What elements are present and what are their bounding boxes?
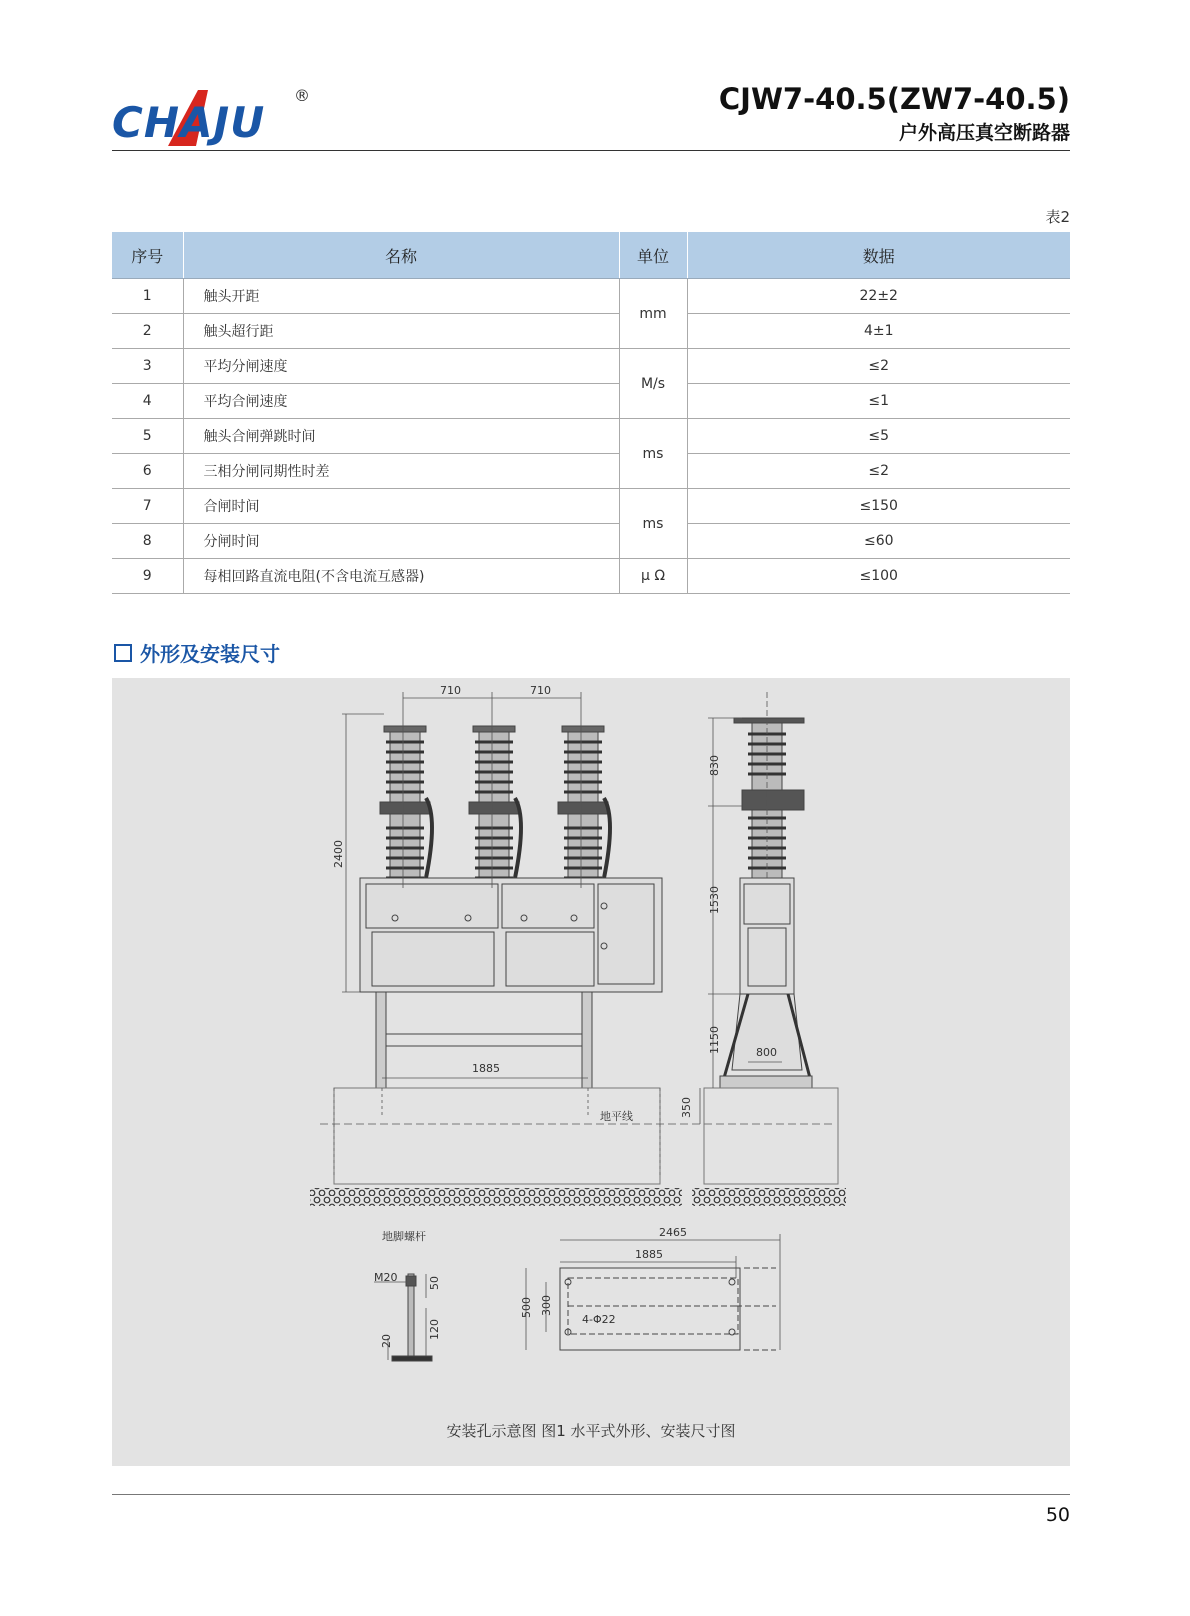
table-row [112, 489, 1070, 524]
registered-mark: ® [294, 86, 310, 105]
product-model: CJW7-40.5(ZW7-40.5) [718, 82, 1070, 116]
row-value: ≤1 [687, 384, 1070, 419]
row-name: 分闸时间 [183, 524, 619, 559]
table-row [112, 279, 1070, 314]
col-header-unit: 单位 [619, 232, 687, 279]
section-title [114, 638, 280, 667]
col-header-name: 名称 [183, 232, 619, 279]
table-row [112, 524, 1070, 559]
row-value: ≤2 [687, 349, 1070, 384]
table-row [112, 349, 1070, 384]
side-foundation [704, 1088, 838, 1184]
row-value: 4±1 [687, 314, 1070, 349]
spec-table [112, 232, 1070, 594]
breaker-drawing-svg [112, 678, 1070, 1466]
dim-height-total: 2400 [332, 840, 345, 868]
dim-side-low: 1150 [708, 1026, 721, 1054]
bolt-dim-b: 120 [428, 1319, 441, 1340]
ground-line-label: 地平线 [600, 1110, 633, 1123]
row-no: 6 [112, 454, 183, 489]
foundation-block [334, 1088, 660, 1184]
col-header-no: 序号 [112, 232, 183, 279]
row-value: ≤5 [687, 419, 1070, 454]
col-header-value: 数据 [687, 232, 1070, 279]
table-row [112, 314, 1070, 349]
dim-side-top: 830 [708, 755, 721, 776]
dim-side-feet: 800 [756, 1046, 777, 1059]
gravel-side [692, 1188, 846, 1206]
cabinet-body [360, 878, 662, 992]
row-no: 5 [112, 419, 183, 454]
product-subtitle: 户外高压真空断路器 [898, 122, 1070, 144]
table-row [112, 384, 1070, 419]
row-value: ≤150 [687, 489, 1070, 524]
brand-name: CHAJU [112, 98, 266, 147]
dim-pitch-a: 710 [440, 684, 461, 697]
plan-dim-inner: 1885 [635, 1248, 663, 1261]
row-no: 3 [112, 349, 183, 384]
row-value: ≤60 [687, 524, 1070, 559]
row-value: ≤2 [687, 454, 1070, 489]
dim-width-base: 1885 [472, 1062, 500, 1075]
footer-divider [112, 1494, 1070, 1495]
row-unit: ms [619, 419, 687, 489]
row-name: 平均分闸速度 [183, 349, 619, 384]
table-row [112, 419, 1070, 454]
plan-dim-outer: 2465 [659, 1226, 687, 1239]
bolt-dim-a: 50 [428, 1276, 441, 1290]
square-bullet-icon [114, 644, 132, 662]
dim-ground-depth: 350 [680, 1097, 693, 1118]
row-name: 合闸时间 [183, 489, 619, 524]
row-name: 触头合闸弹跳时间 [183, 419, 619, 454]
row-name: 每相回路直流电阻(不含电流互感器) [183, 559, 619, 594]
row-value: 22±2 [687, 279, 1070, 314]
bolt-thread: M20 [374, 1271, 398, 1284]
figure-caption: 安装孔示意图 图1 水平式外形、安装尺寸图 [446, 1422, 736, 1440]
table-row [112, 454, 1070, 489]
brand-logo [112, 84, 312, 154]
gravel-front [310, 1188, 682, 1206]
table-header-row [112, 232, 1070, 279]
row-unit: M/s [619, 349, 687, 419]
row-name: 触头开距 [183, 279, 619, 314]
row-no: 7 [112, 489, 183, 524]
row-name: 触头超行距 [183, 314, 619, 349]
dim-side-mid: 1530 [708, 886, 721, 914]
dimension-drawing [112, 678, 1070, 1466]
plan-dim-depth-outer: 500 [520, 1297, 533, 1318]
bolt-dim-c: 20 [380, 1334, 393, 1348]
plan-holes-label: 4-Φ22 [582, 1313, 616, 1326]
row-name: 平均合闸速度 [183, 384, 619, 419]
row-unit: ms [619, 489, 687, 559]
row-name: 三相分闸同期性时差 [183, 454, 619, 489]
row-no: 1 [112, 279, 183, 314]
page-number: 50 [1045, 1504, 1070, 1526]
row-no: 9 [112, 559, 183, 594]
header-divider [112, 150, 1070, 151]
table-row [112, 559, 1070, 594]
bolt-label: 地脚螺杆 [382, 1230, 426, 1243]
section-title-text: 外形及安装尺寸 [140, 642, 280, 666]
row-no: 8 [112, 524, 183, 559]
table-label: 表2 [1045, 208, 1070, 226]
dim-pitch-b: 710 [530, 684, 551, 697]
row-value: ≤100 [687, 559, 1070, 594]
row-unit: mm [619, 279, 687, 349]
plan-dim-depth-inner: 300 [540, 1295, 553, 1316]
row-unit: μ Ω [619, 559, 687, 594]
row-no: 2 [112, 314, 183, 349]
row-no: 4 [112, 384, 183, 419]
